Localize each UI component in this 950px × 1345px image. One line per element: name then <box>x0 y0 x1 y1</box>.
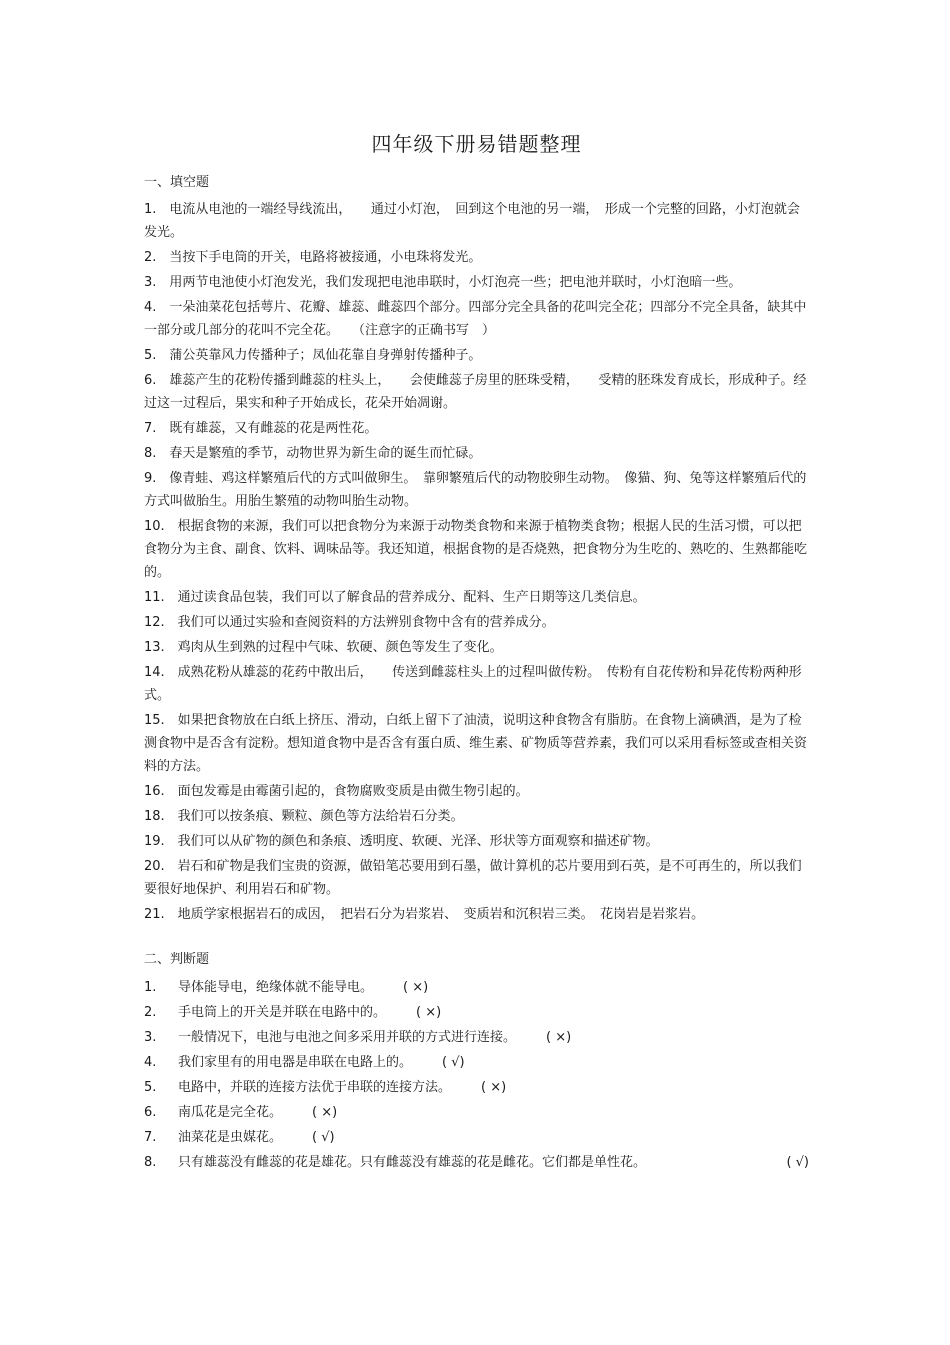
answer-mark: ( ×) <box>403 980 429 995</box>
item-number: 8. <box>144 1155 157 1170</box>
fill-in-item: 21. 地质学家根据岩石的成因， 把岩石分为岩浆岩、 变质岩和沉积岩三类。 花岗岩是岩浆岩。 <box>144 907 705 922</box>
answer-mark: ( ×) <box>546 1030 572 1045</box>
item-text: 电路中，并联的连接方法优于串联的连接方法。 <box>178 1080 452 1095</box>
fill-in-item: 18. 我们可以按条痕、颗粒、颜色等方法给岩石分类。 <box>144 809 464 824</box>
fill-in-item: 10. 根据食物的来源，我们可以把食物分为来源于动物类食物和来源于植物类食物；根据人民的生活习惯，可以把食物分为主食、副食、饮料、调味品等。我还知道，根据食物的是否烧熟，把食物分为生吃的、熟吃的、生熟都能吃的。 <box>144 519 808 580</box>
judgement-item <box>144 1100 809 1125</box>
fill-in-item: 9. 像青蛙、鸡这样繁殖后代的方式叫做卵生。 靠卵繁殖后代的动物胶卵生动物。 像猫、狗、兔等这样繁殖后代的方式叫做胎生。用胎生繁殖的动物叫胎生动物。 <box>144 471 807 509</box>
fill-in-item: 19. 我们可以从矿物的颜色和条痕、透明度、软硬、光泽、形状等方面观察和描述矿物。 <box>144 834 659 849</box>
judgement-list <box>144 975 809 1175</box>
judgement-item <box>144 1125 809 1150</box>
item-number: 1. <box>144 980 157 995</box>
item-text: 导体能导电，绝缘体就不能导电。 <box>178 980 374 995</box>
judgement-section-heading: 二、判断题 <box>144 952 210 967</box>
fill-in-item: 11. 通过读食品包装，我们可以了解食品的营养成分、配料、生产日期等这几类信息。 <box>144 590 646 605</box>
fill-in-item: 16. 面包发霉是由霉菌引起的，食物腐败变质是由微生物引起的。 <box>144 784 529 799</box>
fill-in-item: 5. 蒲公英靠风力传播种子；凤仙花靠自身弹射传播种子。 <box>144 348 482 363</box>
fill-in-item: 6. 雄蕊产生的花粉传播到雌蕊的柱头上， 会使雌蕊子房里的胚珠受精， 受精的胚珠发育成长，形成种子。经过这一过程后，果实和种子开始成长，花朵开始凋谢。 <box>144 373 807 411</box>
document-title: 四年级下册易错题整理 <box>371 132 582 156</box>
fill-in-item: 12. 我们可以通过实验和查阅资料的方法辨别食物中含有的营养成分。 <box>144 615 555 630</box>
item-text: 手电筒上的开关是并联在电路中的。 <box>178 1005 387 1020</box>
fill-in-item: 3. 用两节电池使小灯泡发光，我们发现把电池串联时，小灯泡亮一些；把电池并联时，小灯泡暗一些。 <box>144 275 742 290</box>
judgement-item <box>144 1000 809 1025</box>
fill-in-item: 8. 春天是繁殖的季节，动物世界为新生命的诞生而忙碌。 <box>144 446 482 461</box>
item-number: 3. <box>144 1030 157 1045</box>
fill-in-item: 7. 既有雄蕊，又有雌蕊的花是两性花。 <box>144 421 378 436</box>
answer-mark: ( √) <box>786 1155 809 1170</box>
section-gap <box>144 928 809 948</box>
fill-in-item: 13. 鸡肉从生到熟的过程中气味、软硬、颜色等发生了变化。 <box>144 640 503 655</box>
fill-in-section-heading: 一、填空题 <box>144 175 210 190</box>
item-text: 一般情况下，电池与电池之间多采用并联的方式进行连接。 <box>178 1030 517 1045</box>
judgement-item <box>144 1050 809 1075</box>
document-page <box>144 128 809 1175</box>
judgement-item <box>144 1150 809 1175</box>
item-text: 只有雄蕊没有雌蕊的花是雄花。只有雌蕊没有雄蕊的花是雌花。它们都是单性花。 <box>178 1155 647 1170</box>
item-number: 2. <box>144 1005 157 1020</box>
judgement-item <box>144 1025 809 1050</box>
fill-in-item: 20. 岩石和矿物是我们宝贵的资源，做铅笔芯要用到石墨，做计算机的芯片要用到石英，是不可再生的，所以我们要很好地保护、利用岩石和矿物。 <box>144 859 802 897</box>
answer-mark: ( √) <box>442 1055 465 1070</box>
answer-mark: ( ×) <box>481 1080 507 1095</box>
item-text: 油菜花是虫媒花。 <box>178 1130 283 1145</box>
item-text: 南瓜花是完全花。 <box>178 1105 283 1120</box>
fill-in-list <box>144 198 809 926</box>
answer-mark: ( ×) <box>416 1005 442 1020</box>
judgement-item <box>144 1075 809 1100</box>
fill-in-item: 15. 如果把食物放在白纸上挤压、滑动，白纸上留下了油渍，说明这种食物含有脂肪。在食物上滴碘酒，是为了检测食物中是否含有淀粉。想知道食物中是否含有蛋白质、维生素、矿物质等营养素，我们可以采用看标签或查相关资料的方法。 <box>144 713 808 774</box>
fill-in-item: 4. 一朵油菜花包括萼片、花瓣、雄蕊、雌蕊四个部分。四部分完全具备的花叫完全花；四部分不完全具备，缺其中一部分或几部分的花叫不完全花。 （注意字的正确书写 ） <box>144 300 807 338</box>
fill-in-item: 2. 当按下手电筒的开关，电路将被接通，小电珠将发光。 <box>144 250 482 265</box>
item-number: 4. <box>144 1055 157 1070</box>
answer-mark: ( √) <box>312 1130 335 1145</box>
item-number: 7. <box>144 1130 157 1145</box>
fill-in-item: 14. 成熟花粉从雄蕊的花药中散出后， 传送到雌蕊柱头上的过程叫做传粉。 传粉有自花传粉和异花传粉两种形式。 <box>144 665 802 703</box>
fill-in-item: 1. 电流从电池的一端经导线流出， 通过小灯泡， 回到这个电池的另一端， 形成一个完整的回路，小灯泡就会发光。 <box>144 202 800 240</box>
answer-mark: ( ×) <box>312 1105 338 1120</box>
item-number: 5. <box>144 1080 157 1095</box>
item-number: 6. <box>144 1105 157 1120</box>
item-text: 我们家里有的用电器是串联在电路上的。 <box>178 1055 413 1070</box>
judgement-item <box>144 975 809 1000</box>
